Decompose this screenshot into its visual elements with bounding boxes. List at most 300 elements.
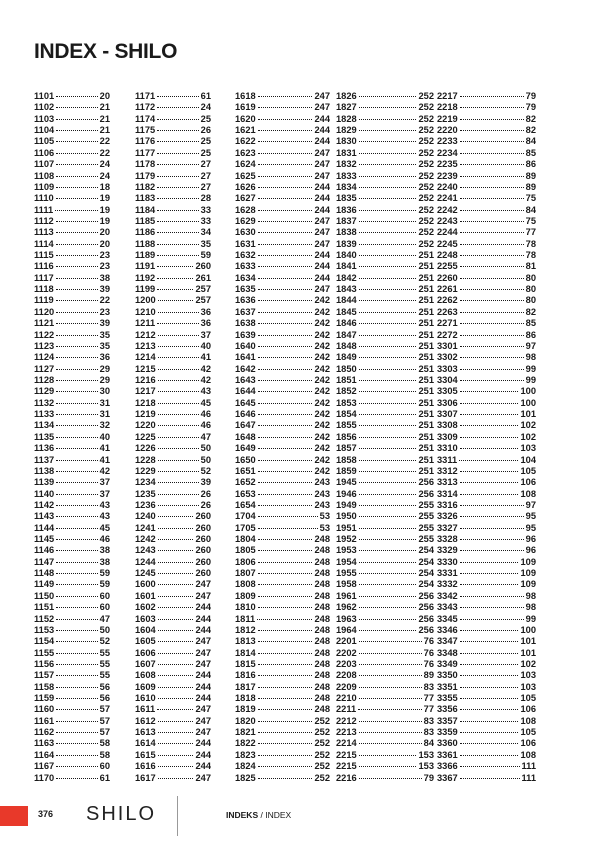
dot-leader xyxy=(359,107,417,108)
entry-number: 2239 xyxy=(437,170,458,181)
entry-page: 244 xyxy=(195,761,211,772)
entry-number: 1113 xyxy=(34,227,54,238)
entry-number: 1807 xyxy=(235,568,256,579)
dot-leader xyxy=(460,664,519,665)
entry-number: 1812 xyxy=(235,624,256,635)
entry-number: 3366 xyxy=(437,761,458,772)
dot-leader xyxy=(359,584,417,585)
entry-number: 3360 xyxy=(437,738,458,749)
dot-leader xyxy=(56,141,97,142)
dot-leader xyxy=(56,607,97,608)
index-entry xyxy=(135,545,211,556)
entry-page: 100 xyxy=(520,624,536,635)
index-entry xyxy=(336,489,434,500)
entry-number: 2262 xyxy=(437,295,458,306)
entry-page: 27 xyxy=(200,170,211,181)
entry-number: 3356 xyxy=(437,704,458,715)
dot-leader xyxy=(258,357,313,358)
entry-number: 1621 xyxy=(235,125,256,136)
dot-leader xyxy=(460,266,524,267)
entry-page: 254 xyxy=(418,579,434,590)
index-entry xyxy=(235,159,330,170)
index-entry xyxy=(135,227,211,238)
dot-leader xyxy=(56,687,97,688)
entry-number: 2214 xyxy=(336,738,357,749)
dot-leader xyxy=(460,653,519,654)
entry-number: 1245 xyxy=(135,568,156,579)
dot-leader xyxy=(158,460,199,461)
entry-page: 251 xyxy=(418,295,434,306)
dot-leader xyxy=(258,653,313,654)
entry-number: 3347 xyxy=(437,636,458,647)
entry-number: 1853 xyxy=(336,397,357,408)
index-entry xyxy=(336,216,434,227)
index-entry xyxy=(336,307,434,318)
index-entry xyxy=(437,273,536,284)
index-entry xyxy=(135,125,211,136)
dot-leader xyxy=(460,96,524,97)
entry-page: 99 xyxy=(525,613,536,624)
entry-number: 1121 xyxy=(34,318,55,329)
entry-page: 26 xyxy=(200,488,211,499)
dot-leader xyxy=(56,698,97,699)
dot-leader xyxy=(56,130,97,131)
entry-page: 82 xyxy=(525,306,536,317)
index-entry xyxy=(135,500,211,511)
index-entry xyxy=(135,284,211,295)
index-entry xyxy=(336,318,434,329)
dot-leader xyxy=(157,221,198,222)
entry-number: 1820 xyxy=(235,715,256,726)
entry-page: 244 xyxy=(195,693,211,704)
index-entry xyxy=(34,330,110,341)
entry-number: 1622 xyxy=(235,136,256,147)
entry-number: 2215 xyxy=(336,749,357,760)
dot-leader xyxy=(258,244,313,245)
index-entry xyxy=(437,318,536,329)
dot-leader xyxy=(56,505,97,506)
entry-number: 2235 xyxy=(437,159,458,170)
entry-page: 244 xyxy=(314,261,330,272)
index-entry xyxy=(336,557,434,568)
index-entry xyxy=(336,148,434,159)
index-entry xyxy=(437,682,536,693)
index-entry xyxy=(437,693,536,704)
dot-leader xyxy=(460,482,519,483)
entry-number: 2244 xyxy=(437,227,458,238)
index-entry xyxy=(34,159,110,170)
entry-page: 252 xyxy=(314,749,330,760)
entry-number: 3328 xyxy=(437,534,458,545)
entry-page: 252 xyxy=(314,761,330,772)
index-entry xyxy=(336,227,434,238)
entry-number: 1843 xyxy=(336,284,357,295)
entry-number: 1244 xyxy=(135,556,156,567)
entry-number: 1963 xyxy=(336,613,357,624)
entry-page: 251 xyxy=(418,306,434,317)
dot-leader xyxy=(359,596,417,597)
index-entry xyxy=(437,364,536,375)
entry-page: 53 xyxy=(319,511,330,522)
index-entry xyxy=(235,250,330,261)
entry-number: 1214 xyxy=(135,352,156,363)
dot-leader xyxy=(359,573,417,574)
index-entry xyxy=(437,648,536,659)
dot-leader xyxy=(157,255,198,256)
entry-page: 252 xyxy=(418,91,434,101)
index-entry xyxy=(34,102,110,113)
dot-leader xyxy=(258,153,313,154)
index-entry xyxy=(34,500,110,511)
entry-number: 1106 xyxy=(34,147,55,158)
index-entry xyxy=(34,614,110,625)
index-entry xyxy=(235,625,330,636)
dot-leader xyxy=(460,380,524,381)
entry-page: 244 xyxy=(314,250,330,261)
dot-leader xyxy=(359,119,417,120)
dot-leader xyxy=(460,448,519,449)
entry-number: 1122 xyxy=(34,329,55,340)
dot-leader xyxy=(258,323,313,324)
entry-number: 1964 xyxy=(336,624,357,635)
index-entry xyxy=(235,148,330,159)
entry-number: 1653 xyxy=(235,488,256,499)
entry-page: 40 xyxy=(99,431,110,442)
index-entry xyxy=(235,614,330,625)
entry-page: 101 xyxy=(520,647,536,658)
dot-leader xyxy=(258,300,313,301)
dot-leader xyxy=(157,289,193,290)
entry-page: 36 xyxy=(200,306,211,317)
dot-leader xyxy=(56,573,97,574)
entry-page: 106 xyxy=(520,704,536,715)
index-entry xyxy=(336,420,434,431)
entry-page: 254 xyxy=(418,545,434,556)
dot-leader xyxy=(460,289,524,290)
entry-number: 1154 xyxy=(34,636,55,647)
entry-number: 1810 xyxy=(235,602,256,613)
dot-leader xyxy=(460,437,519,438)
dot-leader xyxy=(460,619,524,620)
entry-number: 1145 xyxy=(34,534,55,545)
entry-number: 3327 xyxy=(437,522,458,533)
index-entry xyxy=(235,489,330,500)
entry-number: 1112 xyxy=(34,215,54,226)
dot-leader xyxy=(157,323,198,324)
footer-page-number: 376 xyxy=(38,809,54,819)
entry-page: 37 xyxy=(200,329,211,340)
entry-number: 1841 xyxy=(336,261,357,272)
dot-leader xyxy=(56,391,97,392)
entry-page: 36 xyxy=(99,352,110,363)
entry-page: 86 xyxy=(525,159,536,170)
index-entry xyxy=(235,511,330,522)
index-entry xyxy=(135,171,211,182)
index-entry xyxy=(235,659,330,670)
index-entry xyxy=(34,182,110,193)
dot-leader xyxy=(359,391,417,392)
entry-page: 252 xyxy=(418,238,434,249)
entry-number: 1808 xyxy=(235,579,256,590)
index-entry xyxy=(34,534,110,545)
dot-leader xyxy=(460,641,519,642)
entry-page: 243 xyxy=(314,477,330,488)
entry-number: 1619 xyxy=(235,102,256,113)
entry-number: 1635 xyxy=(235,284,256,295)
index-entry xyxy=(235,568,330,579)
index-entry xyxy=(135,432,211,443)
entry-number: 1607 xyxy=(135,658,156,669)
index-entry xyxy=(34,261,110,272)
entry-page: 42 xyxy=(99,465,110,476)
entry-page: 96 xyxy=(525,534,536,545)
entry-page: 252 xyxy=(314,772,330,783)
index-entry xyxy=(34,773,110,784)
entry-page: 60 xyxy=(99,602,110,613)
index-entry xyxy=(135,318,211,329)
index-entry xyxy=(336,602,434,613)
index-entry xyxy=(235,443,330,454)
entry-number: 1961 xyxy=(336,590,357,601)
entry-page: 247 xyxy=(195,579,211,590)
entry-page: 39 xyxy=(99,284,110,295)
dot-leader xyxy=(460,346,524,347)
entry-number: 1614 xyxy=(135,738,156,749)
dot-leader xyxy=(56,425,97,426)
dot-leader xyxy=(157,709,193,710)
dot-leader xyxy=(359,244,417,245)
entry-number: 1152 xyxy=(34,613,55,624)
entry-page: 244 xyxy=(195,681,211,692)
dot-leader xyxy=(56,448,97,449)
index-entry xyxy=(437,341,536,352)
index-entry xyxy=(437,670,536,681)
entry-page: 242 xyxy=(314,340,330,351)
index-entry xyxy=(34,284,110,295)
entry-number: 1842 xyxy=(336,272,357,283)
entry-number: 1218 xyxy=(135,397,156,408)
entry-number: 2211 xyxy=(336,704,357,715)
dot-leader xyxy=(258,709,313,710)
entry-number: 1102 xyxy=(34,102,55,113)
entry-number: 3351 xyxy=(437,681,458,692)
index-entry xyxy=(437,193,536,204)
index-entry xyxy=(437,545,536,556)
index-grid xyxy=(34,91,568,787)
index-entry xyxy=(135,557,211,568)
index-entry xyxy=(135,568,211,579)
entry-number: 1140 xyxy=(34,488,55,499)
entry-page: 256 xyxy=(418,590,434,601)
index-entry xyxy=(135,591,211,602)
dot-leader xyxy=(359,266,417,267)
entry-page: 35 xyxy=(99,329,110,340)
entry-number: 3349 xyxy=(437,658,458,669)
dot-leader xyxy=(56,596,97,597)
entry-page: 247 xyxy=(314,102,330,113)
dot-leader xyxy=(460,584,519,585)
entry-page: 60 xyxy=(99,590,110,601)
index-entry xyxy=(135,682,211,693)
index-entry xyxy=(336,500,434,511)
entry-page: 57 xyxy=(99,715,110,726)
entry-page: 252 xyxy=(418,227,434,238)
entry-page: 85 xyxy=(525,147,536,158)
dot-leader xyxy=(258,425,313,426)
entry-page: 55 xyxy=(99,658,110,669)
entry-number: 1620 xyxy=(235,113,256,124)
dot-leader xyxy=(359,187,417,188)
dot-leader xyxy=(359,289,417,290)
index-entry xyxy=(336,761,434,772)
entry-number: 1243 xyxy=(135,545,156,556)
index-entry xyxy=(336,341,434,352)
entry-page: 60 xyxy=(99,761,110,772)
index-entry xyxy=(135,648,211,659)
dot-leader xyxy=(158,380,199,381)
entry-page: 22 xyxy=(99,147,110,158)
index-entry xyxy=(34,545,110,556)
entry-number: 1610 xyxy=(135,693,156,704)
entry-page: 104 xyxy=(520,454,536,465)
entry-number: 1837 xyxy=(336,215,357,226)
dot-leader xyxy=(158,369,199,370)
entry-number: 1813 xyxy=(235,636,256,647)
index-entry xyxy=(34,568,110,579)
dot-leader xyxy=(258,516,318,517)
dot-leader xyxy=(258,164,313,165)
entry-page: 244 xyxy=(314,193,330,204)
entry-page: 242 xyxy=(314,306,330,317)
index-entry xyxy=(235,125,330,136)
dot-leader xyxy=(460,425,519,426)
index-entry xyxy=(235,579,330,590)
index-column-1 xyxy=(34,91,110,784)
dot-leader xyxy=(460,528,524,529)
entry-page: 35 xyxy=(200,238,211,249)
entry-number: 1143 xyxy=(34,511,55,522)
dot-leader xyxy=(56,709,97,710)
dot-leader xyxy=(359,687,422,688)
dot-leader xyxy=(158,732,194,733)
dot-leader xyxy=(460,210,524,211)
dot-leader xyxy=(258,539,313,540)
dot-leader xyxy=(258,437,313,438)
dot-leader xyxy=(359,278,417,279)
dot-leader xyxy=(359,743,422,744)
entry-number: 1175 xyxy=(135,125,156,136)
index-entry xyxy=(336,625,434,636)
index-entry xyxy=(336,386,434,397)
dot-leader xyxy=(258,494,313,495)
entry-number: 1601 xyxy=(135,590,156,601)
entry-page: 101 xyxy=(520,409,536,420)
index-entry xyxy=(437,557,536,568)
dot-leader xyxy=(258,766,313,767)
dot-leader xyxy=(258,289,313,290)
entry-number: 1120 xyxy=(34,306,55,317)
dot-leader xyxy=(158,687,194,688)
dot-leader xyxy=(359,221,417,222)
index-entry xyxy=(437,307,536,318)
index-entry xyxy=(135,341,211,352)
dot-leader xyxy=(359,471,417,472)
index-entry xyxy=(235,727,330,738)
index-entry xyxy=(336,261,434,272)
entry-number: 2272 xyxy=(437,329,458,340)
index-entry xyxy=(336,136,434,147)
entry-page: 252 xyxy=(418,113,434,124)
entry-page: 99 xyxy=(525,374,536,385)
entry-number: 3314 xyxy=(437,488,458,499)
entry-page: 80 xyxy=(525,272,536,283)
index-entry xyxy=(34,205,110,216)
index-entry xyxy=(34,148,110,159)
dot-leader xyxy=(158,721,194,722)
dot-leader xyxy=(258,528,318,529)
entry-page: 252 xyxy=(418,215,434,226)
index-entry xyxy=(235,398,330,409)
index-entry xyxy=(437,261,536,272)
index-entry xyxy=(34,171,110,182)
entry-page: 28 xyxy=(200,193,211,204)
index-entry xyxy=(135,307,211,318)
index-entry xyxy=(34,114,110,125)
dot-leader xyxy=(56,778,97,779)
index-entry xyxy=(235,738,330,749)
index-entry xyxy=(336,693,434,704)
index-entry xyxy=(437,455,536,466)
entry-number: 1234 xyxy=(135,477,156,488)
entry-number: 1652 xyxy=(235,477,256,488)
dot-leader xyxy=(258,96,313,97)
index-entry xyxy=(135,261,211,272)
entry-page: 247 xyxy=(195,727,211,738)
entry-page: 244 xyxy=(195,602,211,613)
entry-page: 244 xyxy=(314,125,330,136)
entry-page: 251 xyxy=(418,250,434,261)
index-entry xyxy=(135,614,211,625)
dot-leader xyxy=(56,403,97,404)
entry-page: 43 xyxy=(99,499,110,510)
footer-label-separator: / xyxy=(258,810,266,820)
entry-number: 1134 xyxy=(34,420,55,431)
entry-page: 59 xyxy=(200,250,211,261)
entry-page: 242 xyxy=(314,443,330,454)
index-entry xyxy=(437,216,536,227)
entry-page: 247 xyxy=(195,590,211,601)
dot-leader xyxy=(158,562,194,563)
entry-number: 1952 xyxy=(336,534,357,545)
index-entry xyxy=(34,341,110,352)
entry-page: 109 xyxy=(520,568,536,579)
entry-page: 248 xyxy=(314,624,330,635)
index-entry xyxy=(336,738,434,749)
entry-number: 1118 xyxy=(34,284,54,295)
dot-leader xyxy=(258,630,313,631)
entry-page: 109 xyxy=(520,579,536,590)
entry-page: 247 xyxy=(195,636,211,647)
dot-leader xyxy=(158,641,194,642)
dot-leader xyxy=(158,596,194,597)
dot-leader xyxy=(460,198,524,199)
entry-page: 254 xyxy=(418,556,434,567)
dot-leader xyxy=(359,153,417,154)
entry-page: 251 xyxy=(418,465,434,476)
entry-number: 1950 xyxy=(336,511,357,522)
entry-page: 252 xyxy=(418,159,434,170)
dot-leader xyxy=(158,653,194,654)
